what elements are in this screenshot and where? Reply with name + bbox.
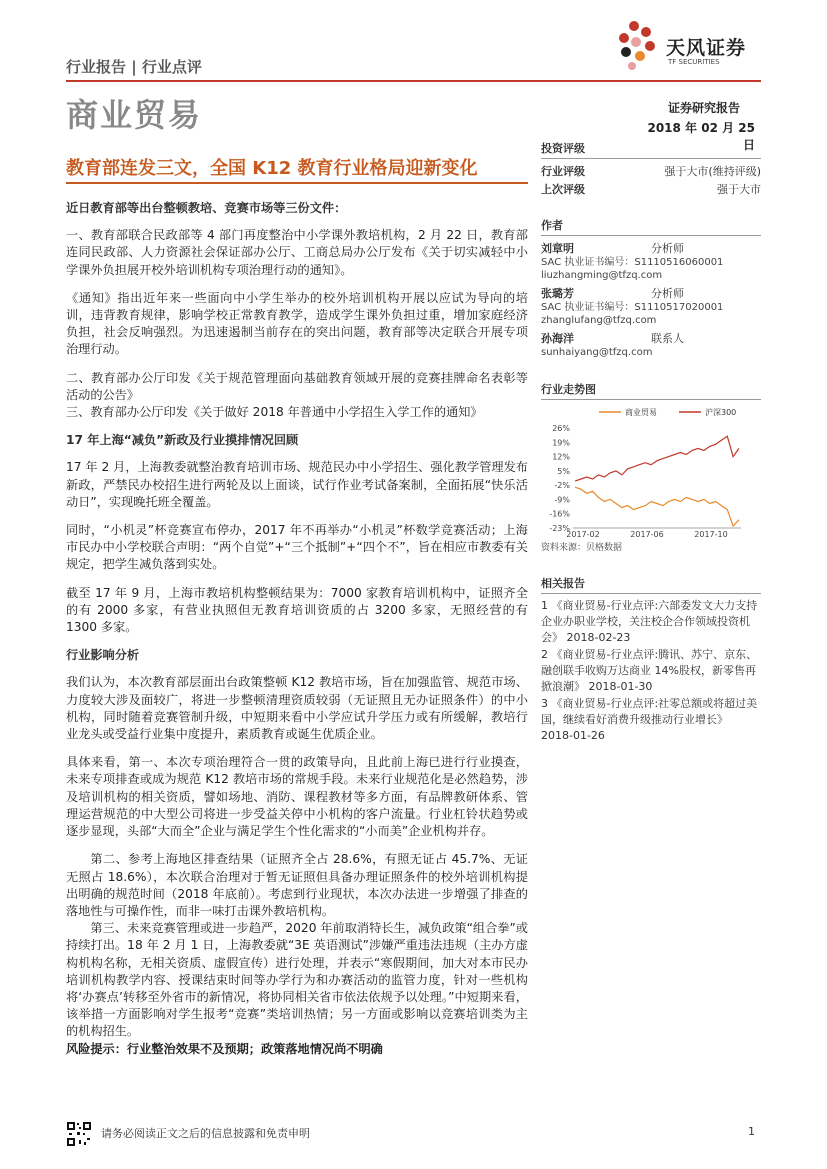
author-email[interactable]: liuzhangming@tfzq.com (541, 270, 663, 281)
trend-chart-svg (541, 404, 761, 544)
y-tick-label: -9% (554, 495, 570, 505)
x-tick-label: 2017-10 (694, 530, 728, 539)
section-heading: 行业影响分析 (66, 648, 140, 663)
y-tick-label: 26% (552, 424, 570, 433)
legend-label: 沪深300 (705, 408, 737, 417)
rating-row-prev (541, 181, 761, 199)
y-tick-label: -16% (549, 509, 570, 519)
rating-label: 行业评级 (541, 165, 585, 178)
page-number: 1 (748, 1125, 755, 1138)
rating-header: 投资评级 (541, 140, 761, 159)
paragraph: 第二、参考上海地区排查结果（证照齐全占 28.6%，有照无证占 45.7%、无证无照占 18.6%），本次联合治理对于暂无证照但具备办理证照条件的校外培训机构提出明确的规范时间（2018 年底前）。考虑到行业现状，本次办法进一步增强了排查的落地性与可操作性，而非一味打击课外教培机构。 (66, 852, 528, 918)
paragraph: 17 年 2 月，上海教委就整治教育培训市场、规范民办中小学招生、强化教学管理发布新政，严禁民办校招生进行两轮及以上面谈，试行作业考试备案制，全面拓展“快乐活动日”，实现晚托班全覆盖。 (66, 460, 528, 509)
sidebar (541, 140, 761, 745)
intro-heading: 近日教育部等出台整顿教培、竞赛市场等三份文件： (66, 201, 347, 215)
trend-chart (541, 404, 761, 544)
brand-name: 天风证券 (666, 37, 747, 59)
x-tick-label: 2017-02 (566, 530, 600, 539)
author-block (541, 240, 761, 282)
related-report[interactable]: 3 《商业贸易-行业点评:社零总额或将超过美国，继续看好消费升级推动行业增长》 2018-01-26 (541, 697, 758, 742)
legend-label: 商业贸易 (625, 408, 657, 417)
rating-value: 强于大市(维持评级) (664, 165, 761, 178)
author-email[interactable]: zhanglufang@tfzq.com (541, 315, 657, 326)
trend-header: 行业走势图 (541, 381, 761, 400)
x-tick-label: 2017-06 (630, 530, 664, 539)
author-name: 张璐芳 (541, 287, 574, 300)
sector-title: 商业贸易 (66, 96, 203, 134)
author-cert: SAC 执业证书编号：S1110516060001 (541, 257, 724, 268)
paragraph: 具体来看，第一、本次专项治理符合一贯的政策导向，且此前上海已进行行业摸查，未来专项排查或成为规范 K12 教培市场的常规手段。未来行业规范化是必然趋势，涉及培训机构的相关资质，譬如场地、消防、课程教材等多方面，有品牌教研体系、管理运营规范的中大型公司将进一步受益关停中小机构的客户流量。行业杠铃状趋势或逐步显现，头部“大而全”企业与满足学生个性化需求的“小而美”企业机构并存。 (66, 755, 528, 839)
y-tick-label: 19% (552, 438, 570, 448)
title-divider (66, 182, 528, 184)
paragraph: 我们认为，本次教育部层面出台政策整顿 K12 教培市场，旨在加强监管、规范市场、力度较大涉及面较广，将进一步整顿清理资质较弱（无证照且无办证照条件）的中小机构，同时随着竞赛管制升级，中短期来看中小学应试升学压力或有所缓解，教培行业龙头或受益行业集中度提升，素质教育或诞生优质企业。 (66, 675, 528, 742)
paragraph: 一、教育部联合民政部等 4 部门再度整治中小学课外教培机构，2 月 22 日，教育部连同民政部、人力资源社会保证部办公厅、工商总局办公厅发布《关于切实减轻中小学课外负担展开校外培训机构专项治理行动的通知》。 (66, 228, 528, 277)
report-label: 证券研究报告 (668, 101, 741, 115)
brand-sub: TF SECURITIES (668, 58, 720, 66)
series-line (575, 487, 739, 526)
report-body (66, 200, 528, 1069)
related-report[interactable]: 2 《商业贸易-行业点评:腾讯、苏宁、京东、融创联手收购万达商业 14%股权，新零售再掀浪潮》 2018-01-30 (541, 648, 758, 693)
author-block (541, 330, 761, 359)
paragraph: 《通知》指出近年来一些面向中小学生举办的校外培训机构开展以应试为导向的培训，违背教育规律，影响学校正常教育教学，造成学生课外负担过重，增加家庭经济负担，社会反响强烈。为迅速遏制当前存在的突出问题，教育部等决定联合开展专项治理行动。 (66, 290, 528, 357)
rating-value: 强于大市 (717, 183, 761, 196)
author-block (541, 285, 761, 327)
paragraph: 三、教育部办公厅印发《关于做好 2018 年普通中小学招生入学工作的通知》 (66, 405, 483, 420)
related-header: 相关报告 (541, 575, 761, 594)
author-role: 分析师 (651, 287, 684, 300)
rating-row-industry (541, 163, 761, 181)
qr-code-icon (66, 1121, 92, 1147)
header-divider (66, 80, 761, 82)
paragraph: 截至 17 年 9 月，上海市教培机构整顿结果为：7000 家教育培训机构中，证照齐全的有 2000 多家，有营业执照但无教育培训资质的占 3200 多家，无照经营的有 1300 多家。 (66, 585, 528, 635)
series-line (575, 436, 739, 481)
chart-source: 资料来源：贝格数据 (541, 543, 623, 553)
report-date: 2018 年 02 月 25 日 (647, 121, 755, 152)
y-tick-label: 5% (557, 466, 570, 476)
paragraph: 第三、未来竞赛管理或进一步趋严，2020 年前取消特长生，减负政策“组合拳”或持续打出。18 年 2 月 1 日，上海教委就“3E 英语测试”涉嫌严重违法违规（主办方虚构机构名称，无相关资质、虚假宣传）进行处理，并表示“寒假期间，加大对本市民办培训机构教学内容、授课结束时间等办学行为和办赛活动的监管力度，针对一些机构将‘办赛点’转移至外省市的新情况，将协同相关省市依法依规予以处理。”中短期来看，该举措一方面影响对学生报考“竞赛”类培训热情；另一方面或影响以竞赛培训类为主的机构招生。 (66, 921, 528, 1039)
doc-type: 行业报告 | 行业点评 (66, 58, 202, 76)
report-title: 教育部连发三文，全国 K12 教育行业格局迎新变化 (66, 158, 478, 179)
section-heading: 17 年上海“减负”新政及行业摸排情况回顾 (66, 433, 299, 448)
risk-warning: 风险提示：行业整治效果不及预期；政策落地情况尚不明确 (66, 1041, 383, 1056)
author-cert: SAC 执业证书编号：S1110517020001 (541, 302, 724, 313)
paragraph: 同时，“小机灵”杯竞赛宣布停办，2017 年不再举办“小机灵”杯数学竞赛活动；上海市民办中小学校联合声明：“两个自觉”+“三个抵制”+“四个不”，旨在相应市教委有关规定，把学生减负落到实处。 (66, 523, 528, 572)
authors-header: 作者 (541, 217, 761, 236)
footer-disclaimer: 请务必阅读正文之后的信息披露和免责申明 (101, 1127, 310, 1140)
rating-label: 上次评级 (541, 183, 585, 196)
y-tick-label: -2% (554, 481, 570, 491)
author-email[interactable]: sunhaiyang@tfzq.com (541, 347, 653, 358)
y-tick-label: -23% (549, 524, 570, 533)
author-role: 联系人 (651, 332, 684, 345)
author-name: 孙海洋 (541, 332, 574, 345)
tf-logo-icon (612, 20, 664, 72)
author-name: 刘章明 (541, 242, 574, 255)
related-report[interactable]: 1 《商业贸易-行业点评:六部委发文大力支持企业办职业学校，关注校企合作领域投资机会》 2018-02-23 (541, 599, 758, 644)
y-tick-label: 12% (552, 452, 570, 462)
paragraph: 二、教育部办公厅印发《关于规范管理面向基础教育领域开展的竞赛挂牌命名表彰等活动的公告》 (66, 370, 528, 402)
author-role: 分析师 (651, 242, 684, 255)
